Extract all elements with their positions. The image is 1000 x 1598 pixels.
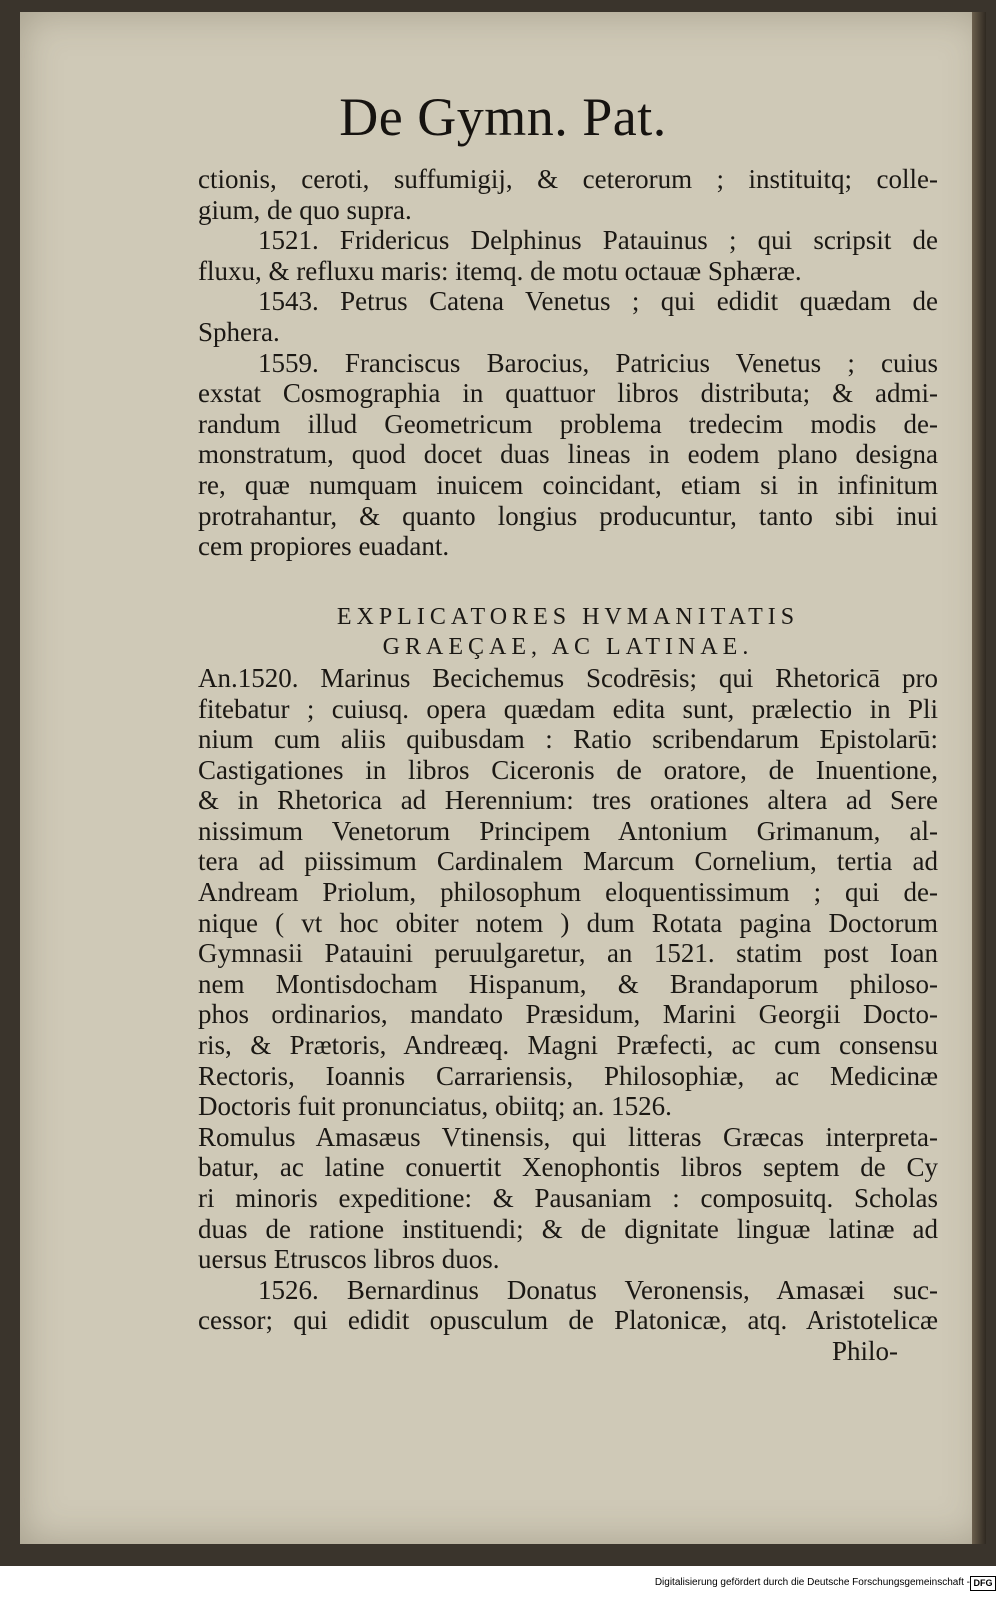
text-line: ctionis, ceroti, suffumigij, & ceterorum ; instituitq; colle- (198, 164, 938, 194)
text-line: nium cum aliis quibusdam : Ratio scribendarum Epistolarū: (198, 724, 938, 755)
text-block (198, 164, 938, 1367)
text-line: ris, & Prætoris, Andreæq. Magni Præfecti, ac cum consensu (198, 1030, 938, 1061)
text-line: batur, ac latine conuertit Xenophontis libros septem de Cy (198, 1152, 938, 1183)
text-line: ri minoris expeditione: & Pausaniam : composuitq. Scholas (198, 1183, 938, 1213)
text-line: 1559. Franciscus Barocius, Patricius Venetus ; cuius (258, 347, 938, 378)
text-line: phos ordinarios, mandato Præsidum, Marini Georgii Docto- (198, 999, 938, 1030)
dfg-logo: DFG (970, 1576, 996, 1591)
text-line: nissimum Venetorum Principem Antonium Grimanum, al- (198, 815, 938, 846)
text-line: Rectoris, Ioannis Carrariensis, Philosophiæ, ac Medicinæ (198, 1060, 938, 1091)
text-line: duas de ratione instituendi; & de dignitate linguæ latinæ ad (198, 1213, 938, 1244)
text-line: Castigationes in libros Ciceronis de oratore, de Inuentione, (198, 754, 938, 785)
text-line: randum illud Geometricum problema tredecim modis de- (198, 408, 938, 439)
text-line: gium, de quo supra. (198, 194, 412, 225)
text-line: Romulus Amasæus Vtinensis, qui litteras Græcas interpreta- (198, 1121, 938, 1152)
text-line: An.1520. Marinus Becichemus Scodrēsis; qui Rhetoricā pro (198, 662, 938, 693)
text-line: monstratum, quod docet duas lineas in eodem plano designa (198, 439, 938, 470)
text-line: fluxu, & refluxu maris: itemq. de motu octauæ Sphæræ. (198, 255, 802, 286)
text-line: Gymnasii Patauini peruulgaretur, an 1521. statim post Ioan (198, 938, 938, 969)
text-line: exstat Cosmographia in quattuor libros distributa; & admi- (198, 378, 938, 409)
text-line: nem Montisdocham Hispanum, & Brandaporum philoso- (198, 968, 938, 999)
text-line: nique ( vt hoc obiter notem ) dum Rotata pagina Doctorum (198, 907, 938, 938)
book-page (20, 12, 986, 1544)
section-heading-line: EXPLICATORES HVMANITATIS (336, 603, 800, 630)
text-line: Doctoris fuit pronunciatus, obiitq; an. 1526. (198, 1091, 672, 1122)
catchword: Philo- (831, 1335, 898, 1366)
text-line: 1521. Fridericus Delphinus Patauinus ; qui scripsit de (258, 225, 938, 256)
running-head: De Gymn. Pat. (339, 87, 667, 147)
section-gap (198, 562, 938, 602)
text-line: cessor; qui edidit opusculum de Platonicæ, atq. Aristotelicæ (198, 1305, 938, 1336)
text-line: tera ad piissimum Cardinalem Marcum Cornelium, tertia ad (198, 846, 938, 877)
text-line: re, quæ numquam inuicem coincidant, etiam si in infinitum (198, 469, 938, 500)
text-line: 1543. Petrus Catena Venetus ; qui edidit quædam de (258, 286, 938, 317)
page-fore-edge (972, 12, 986, 1544)
footer-bar (0, 1568, 1000, 1598)
text-line: & in Rhetorica ad Herennium: tres orationes altera ad Sere (198, 785, 938, 816)
text-line: cem propiores euadant. (198, 531, 450, 562)
text-line: 1526. Bernardinus Donatus Veronensis, Amasæi suc- (258, 1274, 938, 1305)
funding-credit: Digitalisierung gefördert durch die Deutsche Forschungsgemeinschaft - (654, 1577, 970, 1588)
text-line: uersus Etruscos libros duos. (198, 1244, 500, 1275)
section-heading-line: GRAEÇAE, AC LATINAE. (382, 634, 754, 661)
text-line: protrahantur, & quanto longius producuntur, tanto sibi inui (198, 500, 938, 531)
text-line: fitebatur ; cuiusq. opera quædam edita sunt, prælectio in Pli (198, 693, 938, 724)
text-line: Andream Priolum, philosophum eloquentissimum ; qui de- (198, 877, 938, 908)
text-line: Sphera. (198, 316, 280, 347)
